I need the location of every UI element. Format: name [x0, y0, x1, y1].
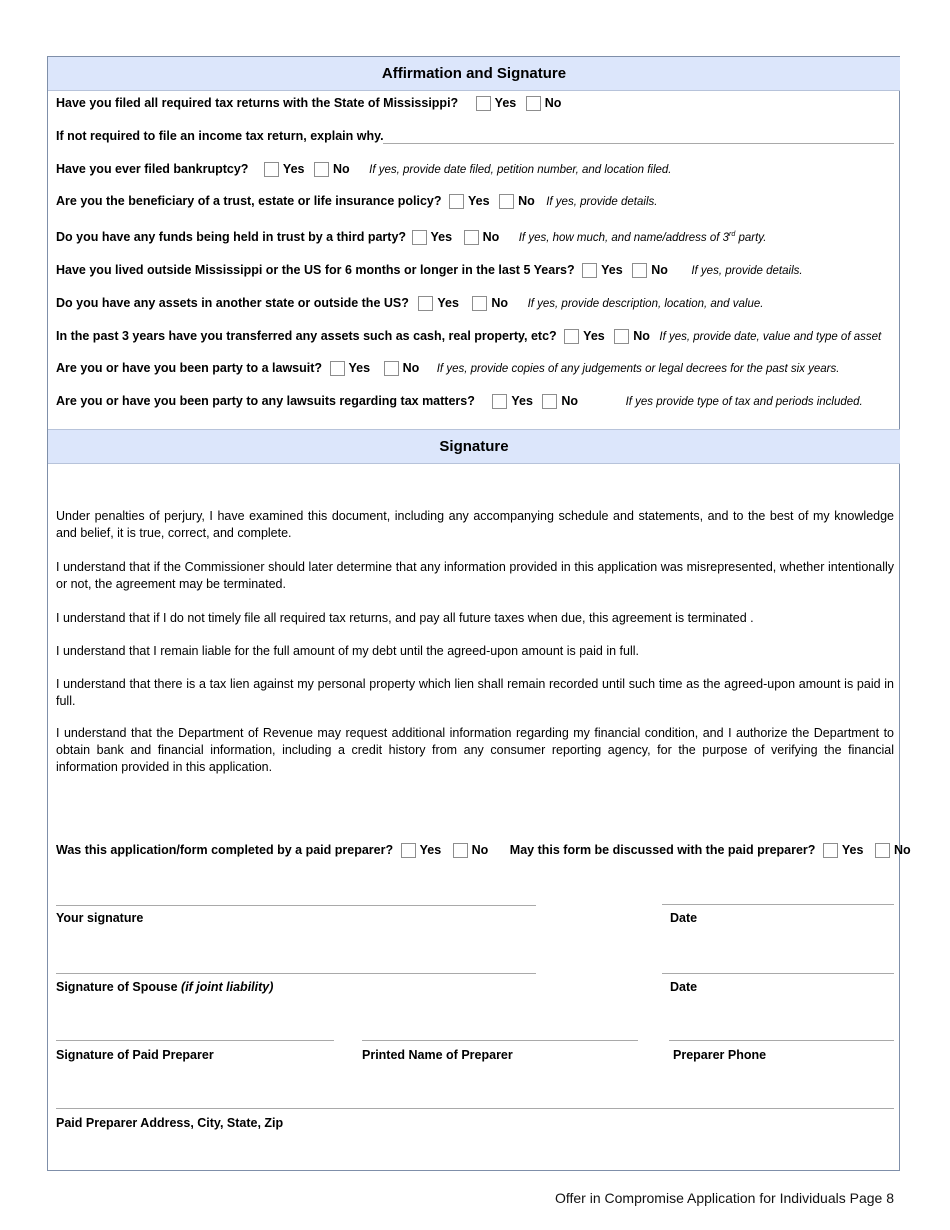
question-lawsuit: [56, 361, 839, 376]
question-note: If yes provide type of tax and periods included.: [625, 396, 863, 408]
yes-label: Yes: [437, 296, 459, 310]
no-checkbox[interactable]: [542, 394, 557, 409]
paid-preparer-yes-checkbox[interactable]: [401, 843, 416, 858]
question-beneficiary: [56, 194, 657, 209]
yes-label: Yes: [601, 263, 623, 277]
spouse-signature-label: Signature of Spouse (if joint liability): [56, 980, 274, 994]
question-note: If yes, provide details.: [691, 265, 803, 277]
paid-preparer-signature-line[interactable]: [56, 1040, 334, 1041]
yes-label: Yes: [841, 843, 864, 857]
no-label: No: [332, 162, 350, 176]
section-header-signature: Signature: [48, 429, 900, 464]
yes-checkbox[interactable]: [582, 263, 597, 278]
question-filed-returns: [56, 96, 561, 111]
question-text: Do you have any assets in another state or outside the US?: [56, 296, 409, 310]
yes-checkbox[interactable]: [564, 329, 579, 344]
statement-misrepresented: I understand that if the Commissioner should later determine that any information provided in this application was misrepresented, whether intentionally or not, the agreement may be terminated.: [56, 560, 894, 591]
no-label: No: [544, 96, 562, 110]
no-label: No: [471, 843, 489, 857]
question-text: Are you the beneficiary of a trust, estate or life insurance policy?: [56, 194, 442, 208]
discuss-no-checkbox[interactable]: [875, 843, 890, 858]
yes-checkbox[interactable]: [264, 162, 279, 177]
question-transferred-assets: [56, 329, 881, 344]
question-explain-why: If not required to file an income tax return, explain why.: [56, 129, 384, 143]
spouse-signature-line[interactable]: [56, 973, 536, 974]
yes-label: Yes: [348, 361, 371, 375]
yes-checkbox[interactable]: [449, 194, 464, 209]
question-lived-outside: [56, 263, 803, 278]
paid-preparer-no-checkbox[interactable]: [453, 843, 468, 858]
no-label: No: [402, 361, 420, 375]
yes-label: Yes: [419, 843, 442, 857]
statement-file-returns: I understand that if I do not timely file all required tax returns, and pay all future taxes when due, this agreement is terminated .: [56, 611, 754, 625]
printed-name-line[interactable]: [362, 1040, 638, 1041]
preparer-address-line[interactable]: [56, 1108, 894, 1109]
question-text: In the past 3 years have you transferred any assets such as cash, real property, etc?: [56, 329, 557, 343]
question-note: If yes, provide date filed, petition number, and location filed.: [369, 164, 672, 176]
yes-checkbox[interactable]: [330, 361, 345, 376]
printed-name-label: Printed Name of Preparer: [362, 1048, 513, 1062]
page-footer: Offer in Compromise Application for Individuals Page 8: [554, 1190, 894, 1206]
question-text: Are you or have you been party to a lawsuit?: [56, 361, 323, 375]
question-text: Have you ever filed bankruptcy?: [56, 162, 249, 176]
discuss-preparer-question: May this form be discussed with the paid preparer?: [509, 843, 816, 857]
no-checkbox[interactable]: [499, 194, 514, 209]
your-signature-line[interactable]: [56, 905, 536, 906]
spouse-signature-note: (if joint liability): [181, 980, 274, 994]
yes-label: Yes: [282, 162, 305, 176]
question-text: Do you have any funds being held in trust by a third party?: [56, 230, 407, 244]
preparer-phone-label: Preparer Phone: [673, 1048, 767, 1062]
statement-perjury: Under penalties of perjury, I have examined this document, including any accompanying schedule and statements, and to the best of my knowledge and belief, it is true, correct, and complete.: [56, 509, 894, 540]
no-label: No: [651, 263, 668, 277]
no-checkbox[interactable]: [464, 230, 479, 245]
yes-label: Yes: [494, 96, 517, 110]
explain-why-input[interactable]: [383, 143, 894, 144]
question-note: If yes, provide date, value and type of asset: [659, 331, 882, 343]
yes-label: Yes: [583, 329, 605, 343]
no-checkbox[interactable]: [314, 162, 329, 177]
your-signature-label: Your signature: [56, 911, 144, 925]
preparer-address-label: Paid Preparer Address, City, State, Zip: [56, 1116, 284, 1130]
paid-preparer-question: Was this application/form completed by a paid preparer?: [56, 843, 394, 857]
yes-label: Yes: [468, 194, 490, 208]
yes-checkbox[interactable]: [412, 230, 427, 245]
no-checkbox[interactable]: [526, 96, 541, 111]
no-checkbox[interactable]: [632, 263, 647, 278]
question-text: Have you filed all required tax returns with the State of Mississippi?: [56, 96, 459, 110]
question-note: If yes, provide copies of any judgements or legal decrees for the past six years.: [436, 363, 840, 375]
no-label: No: [893, 843, 911, 857]
date-line[interactable]: [662, 904, 894, 905]
question-assets-other-state: [56, 296, 763, 311]
question-text: If not required to file an income tax return, explain why: [56, 129, 381, 143]
yes-checkbox[interactable]: [492, 394, 507, 409]
no-checkbox[interactable]: [472, 296, 487, 311]
question-text: Are you or have you been party to any lawsuits regarding tax matters?: [56, 394, 475, 408]
spouse-date-line[interactable]: [662, 973, 894, 974]
statement-liable: I understand that I remain liable for the full amount of my debt until the agreed-upon amount is paid in full.: [56, 644, 639, 658]
yes-label: Yes: [511, 394, 533, 408]
yes-checkbox[interactable]: [418, 296, 433, 311]
no-checkbox[interactable]: [384, 361, 399, 376]
no-label: No: [518, 194, 535, 208]
discuss-yes-checkbox[interactable]: [823, 843, 838, 858]
question-funds-in-trust: [56, 230, 766, 245]
no-checkbox[interactable]: [614, 329, 629, 344]
question-note: If yes, provide details.: [546, 196, 658, 208]
question-text: Have you lived outside Mississippi or the US for 6 months or longer in the last 5 Years?: [56, 263, 575, 277]
no-label: No: [633, 329, 650, 343]
preparer-phone-line[interactable]: [669, 1040, 894, 1041]
yes-label: Yes: [430, 230, 453, 244]
statement-authorize: I understand that the Department of Revenue may request additional information regarding my financial condition, and I authorize the Department to obtain bank and financial information, including a credit history from any consumer reporting agency, for the purpose of verifying the financial information provided in this application.: [56, 726, 894, 774]
question-note: If yes, provide description, location, and value.: [527, 298, 764, 310]
question-tax-lawsuits: [56, 394, 863, 409]
statement-tax-lien: I understand that there is a tax lien against my personal property which lien shall remain recorded until such time as the agreed-upon amount is paid in full.: [56, 677, 894, 708]
spouse-date-label: Date: [670, 980, 698, 994]
question-bankruptcy: [56, 162, 672, 177]
section-header-affirmation: Affirmation and Signature: [48, 57, 900, 91]
date-label: Date: [670, 911, 698, 925]
paid-preparer-signature-label: Signature of Paid Preparer: [56, 1048, 214, 1062]
no-label: No: [561, 394, 579, 408]
no-label: No: [491, 296, 509, 310]
preparer-questions: [56, 843, 911, 858]
no-label: No: [482, 230, 500, 244]
question-note: If yes, how much, and name/address of 3rd party.: [518, 231, 767, 244]
yes-checkbox[interactable]: [476, 96, 491, 111]
